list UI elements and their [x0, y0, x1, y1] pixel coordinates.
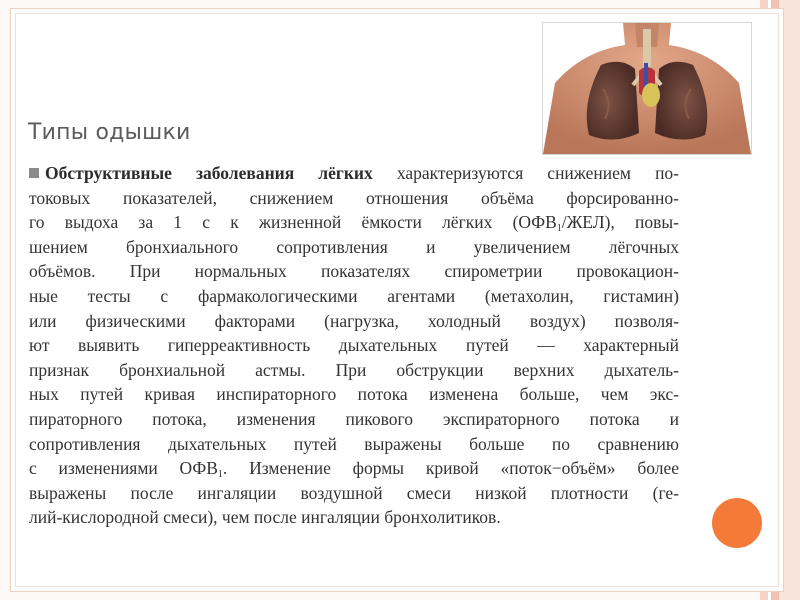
- text-line: го выдоха за 1 с к жизненной ёмкости лёгких $(ОФВ_1/ЖЕЛ)$, повы-: [29, 212, 679, 235]
- text-line: пираторного потока, изменения пикового экспираторного потока и: [29, 408, 679, 429]
- text-line: ных путей кривая инспираторного потока изменена больше, чем экс-: [29, 384, 679, 405]
- text-line: Обструктивные заболевания лёгких характеризуются снижением по-: [29, 161, 679, 186]
- text-line: ют выявить гиперреактивность дыхательных путей — характерный: [29, 335, 679, 356]
- slide-title: Типы одышки: [28, 120, 191, 145]
- text-line: лий-кислородной смеси), чем после ингаляции бронхолитиков.: [29, 507, 501, 528]
- text-line: или физическими факторами (нагрузка, холодный воздух) позволя-: [29, 310, 679, 331]
- text-line: с изменениями $ОФВ_1$. Изменение формы кривой «поток−объём» более: [29, 458, 680, 481]
- text-line: сопротивления дыхательных путей выражены больше по сравнению: [29, 433, 679, 454]
- lead-term: Обструктивные заболевания лёгких: [45, 163, 373, 183]
- subscript: 1: [556, 223, 562, 235]
- lungs-illustration: [542, 22, 752, 155]
- bullet-icon: [29, 168, 39, 178]
- text-line: ные тесты с фармакологическими агентами (метахолин, гистамин): [29, 285, 679, 306]
- text-line: выражены после ингаляции воздушной смеси низкой плотности (ге-: [29, 482, 679, 503]
- text-line: признак бронхиальной астмы. При обструкции верхних дыхатель-: [29, 359, 679, 380]
- subscript: 1: [217, 469, 223, 481]
- text-line: токовых показателей, снижением отношения объёма форсированно-: [29, 187, 679, 208]
- text-line: шением бронхиального сопротивления и увеличением лёгочных: [29, 236, 679, 257]
- text-line: объёмов. При нормальных показателях спирометрии провокацион-: [29, 261, 679, 282]
- decor-circle: [712, 498, 762, 548]
- paragraph: [29, 161, 679, 530]
